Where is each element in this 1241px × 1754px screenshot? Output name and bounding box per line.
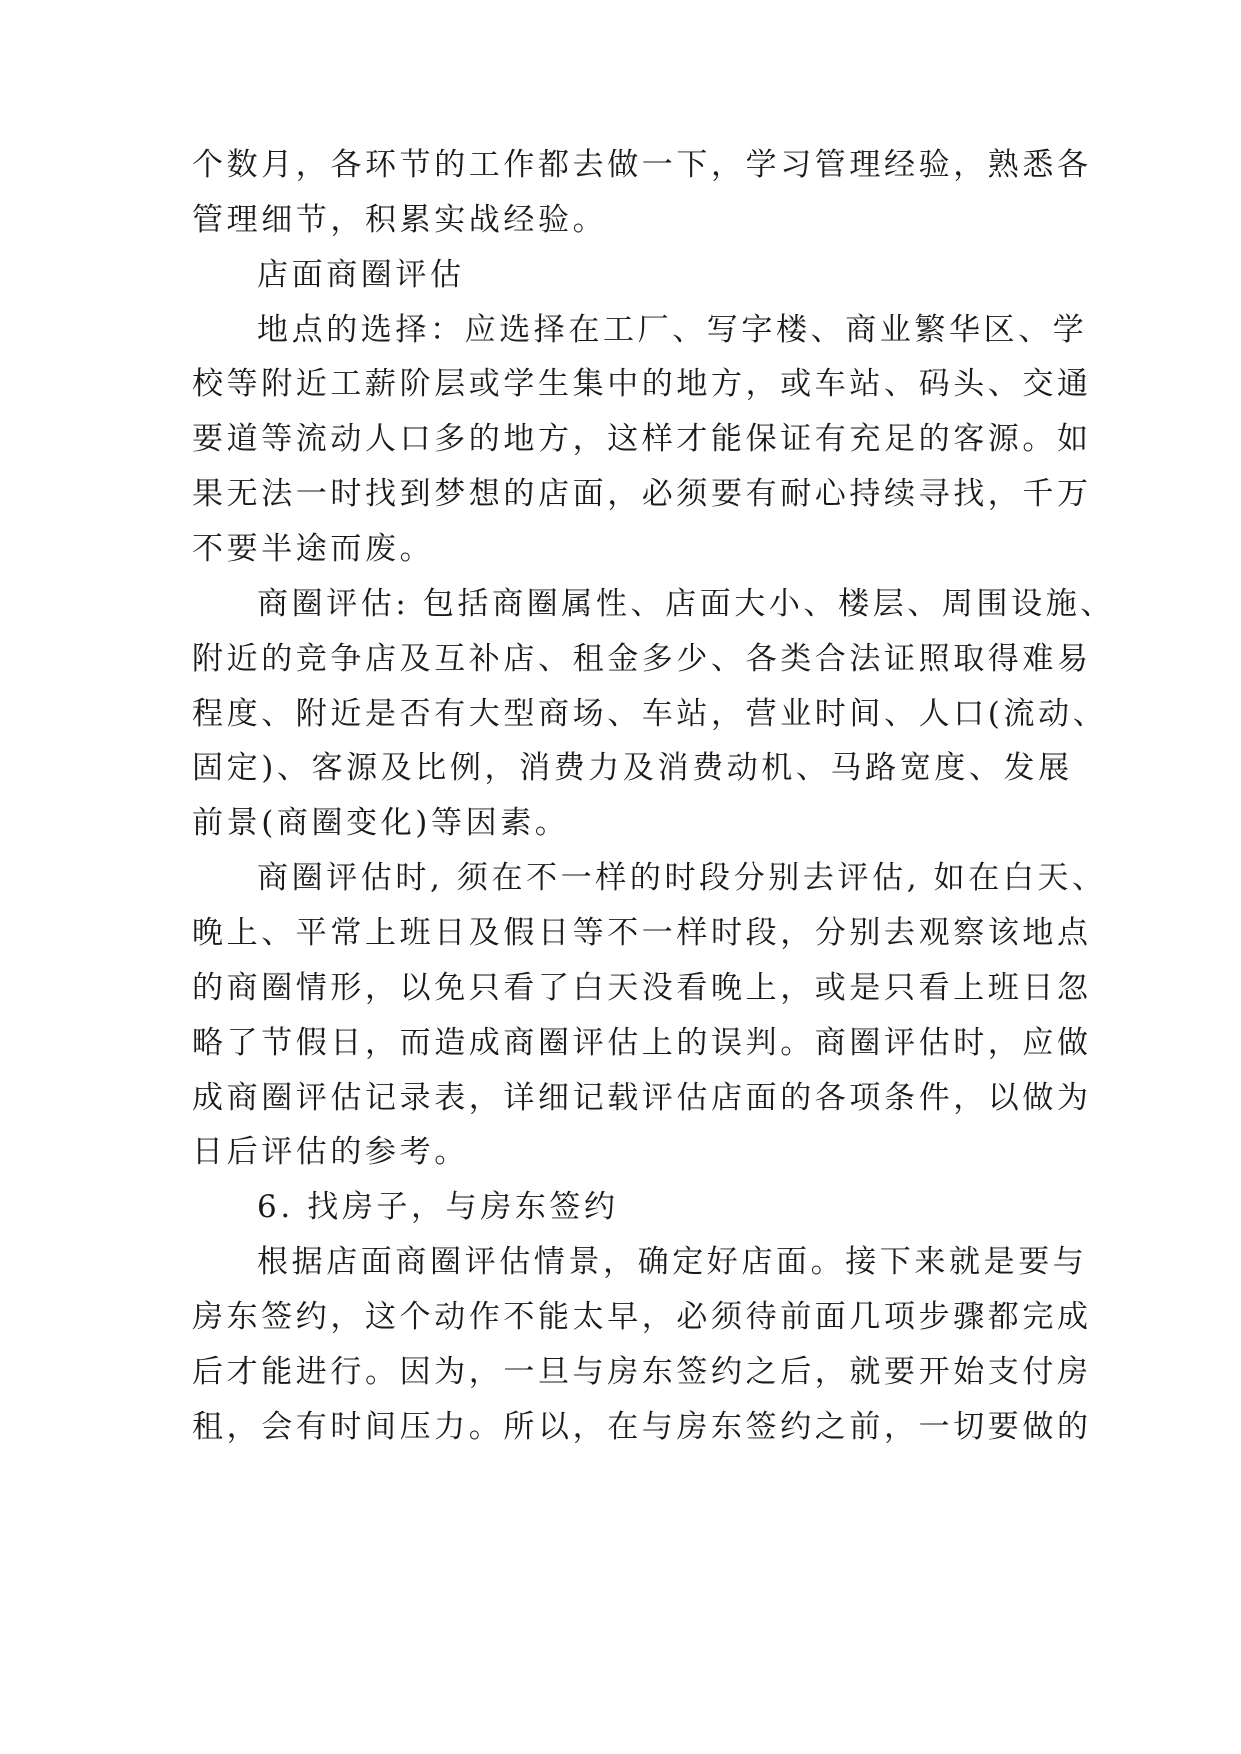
text-line: 日后评估的参考。 xyxy=(192,1134,469,1170)
text-line: 地点的选择：应选择在工厂、写字楼、商业繁华区、学 xyxy=(257,312,1088,348)
text-line: 附近的竞争店及互补店、租金多少、各类合法证照取得难易 xyxy=(192,641,1092,677)
text-line: 成商圈评估记录表，详细记载评估店面的各项条件，以做为 xyxy=(192,1080,1092,1116)
text-line: 要道等流动人口多的地方，这样才能保证有充足的客源。如 xyxy=(192,421,1092,457)
text-line: 晚上、平常上班日及假日等不一样时段，分别去观察该地点 xyxy=(192,915,1092,951)
section-heading: 6. 找房子，与房东签约 xyxy=(257,1189,619,1225)
text-line: 商圈评估时, 须在不一样的时段分别去评估, 如在白天、 xyxy=(257,860,1107,896)
text-line: 校等附近工薪阶层或学生集中的地方，或车站、码头、交通 xyxy=(192,366,1092,402)
text-line: 房东签约，这个动作不能太早，必须待前面几项步骤都完成 xyxy=(192,1299,1092,1335)
text-line: 个数月，各环节的工作都去做一下，学习管理经验，熟悉各 xyxy=(192,147,1092,183)
text-line: 程度、附近是否有大型商场、车站，营业时间、人口(流动、 xyxy=(192,696,1108,732)
text-line: 前景(商圈变化)等因素。 xyxy=(192,805,570,841)
text-line: 的商圈情形，以免只看了白天没看晚上，或是只看上班日忽 xyxy=(192,970,1092,1006)
section-heading: 店面商圈评估 xyxy=(257,257,465,293)
text-line: 略了节假日，而造成商圈评估上的误判。商圈评估时，应做 xyxy=(192,1025,1092,1061)
text-line: 根据店面商圈评估情景，确定好店面。接下来就是要与 xyxy=(257,1244,1088,1280)
text-line: 租，会有时间压力。所以，在与房东签约之前，一切要做的 xyxy=(192,1409,1092,1445)
text-line: 商圈评估: 包括商圈属性、店面大小、楼层、周围设施、 xyxy=(257,586,1115,622)
text-line: 果无法一时找到梦想的店面，必须要有耐心持续寻找，千万 xyxy=(192,476,1092,512)
text-line: 管理细节，积累实战经验。 xyxy=(192,202,608,238)
text-line: 后才能进行。因为，一旦与房东签约之后，就要开始支付房 xyxy=(192,1354,1092,1390)
text-line: 不要半途而废。 xyxy=(192,531,435,567)
text-line: 固定)、客源及比例，消费力及消费动机、马路宽度、发展 xyxy=(192,750,1073,786)
